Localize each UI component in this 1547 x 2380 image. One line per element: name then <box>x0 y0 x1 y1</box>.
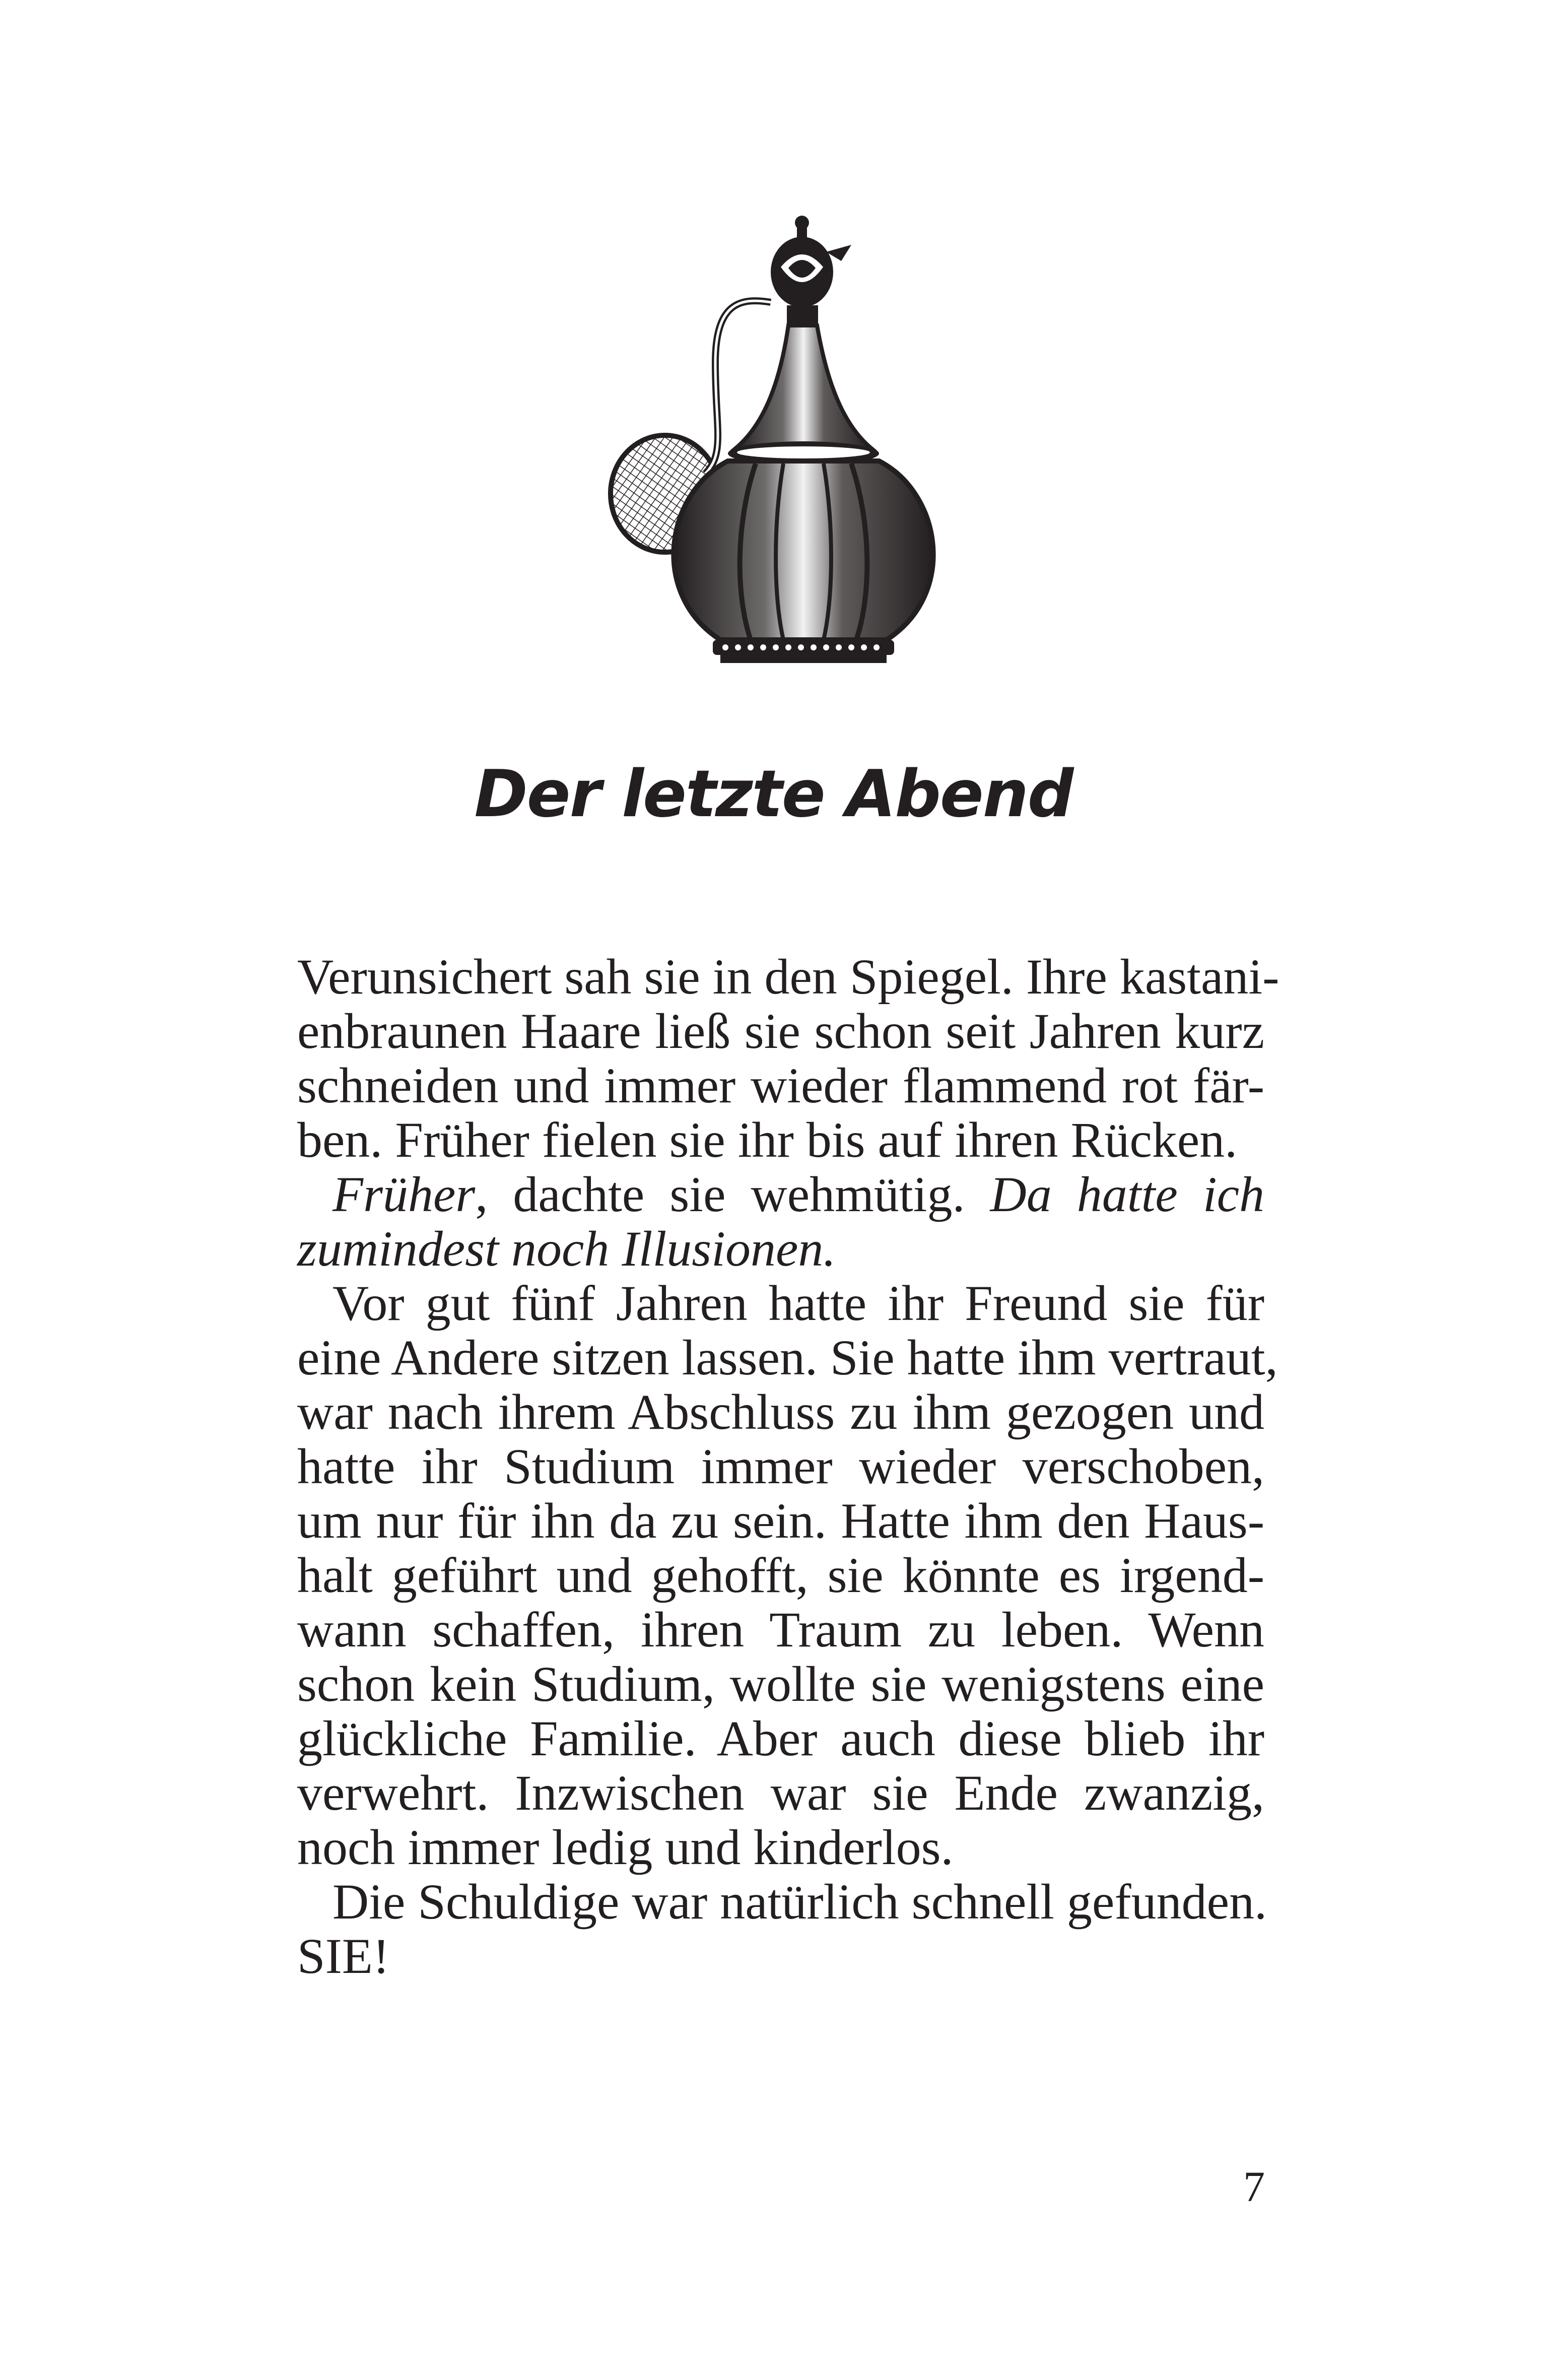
chapter-title: Der letzte Abend <box>474 757 1073 832</box>
text-line: SIE! <box>297 1928 390 1984</box>
text-line: schneiden und immer wieder flammend rot fär- <box>297 1057 1264 1113</box>
text-line: um nur für ihn da zu sein. Hatte ihm den Haus- <box>297 1493 1264 1549</box>
text-line: verwehrt. Inzwischen war sie Ende zwanzig, <box>297 1765 1264 1821</box>
body-text <box>297 949 1280 1984</box>
italic-thought: Da hatte ich <box>990 1166 1264 1222</box>
text-line: Vor gut fünf Jahren hatte ihr Freund sie für <box>332 1275 1264 1331</box>
page-number: 7 <box>1243 2162 1265 2211</box>
text-line: hatte ihr Studium immer wieder verschoben, <box>297 1438 1264 1494</box>
italic-thought: zumindest noch Illusionen. <box>297 1221 836 1277</box>
text-line: Die Schuldige war natürlich schnell gefunden. <box>332 1874 1267 1930</box>
text-line <box>297 1222 1264 1276</box>
text-line: glückliche Familie. Aber auch diese blieb ihr <box>297 1710 1264 1766</box>
text-line: halt geführt und gehofft, sie könnte es irgend- <box>297 1547 1264 1603</box>
italic-thought: Früher <box>332 1166 476 1222</box>
text-line: eine Andere sitzen lassen. Sie hatte ihm vertraut, <box>297 1330 1278 1385</box>
perfume-atomizer-bottle-icon <box>589 212 982 695</box>
text-line: Verunsichert sah sie in den Spiegel. Ihre kastani- <box>297 949 1280 1005</box>
text-line: schon kein Studium, wollte sie wenigstens eine <box>297 1656 1264 1712</box>
text-line: war nach ihrem Abschluss zu ihm gezogen und <box>297 1384 1264 1440</box>
text-line: wann schaffen, ihren Traum zu leben. Wenn <box>297 1602 1264 1658</box>
text-line: noch immer ledig und kinderlos. <box>297 1819 954 1875</box>
text-line: ben. Früher fielen sie ihr bis auf ihren Rücken. <box>297 1112 1238 1168</box>
text-line: enbraunen Haare ließ sie schon seit Jahren kurz <box>297 1003 1264 1059</box>
text-line <box>297 1167 1264 1222</box>
text-fragment: , dachte sie wehmütig. <box>475 1166 990 1222</box>
